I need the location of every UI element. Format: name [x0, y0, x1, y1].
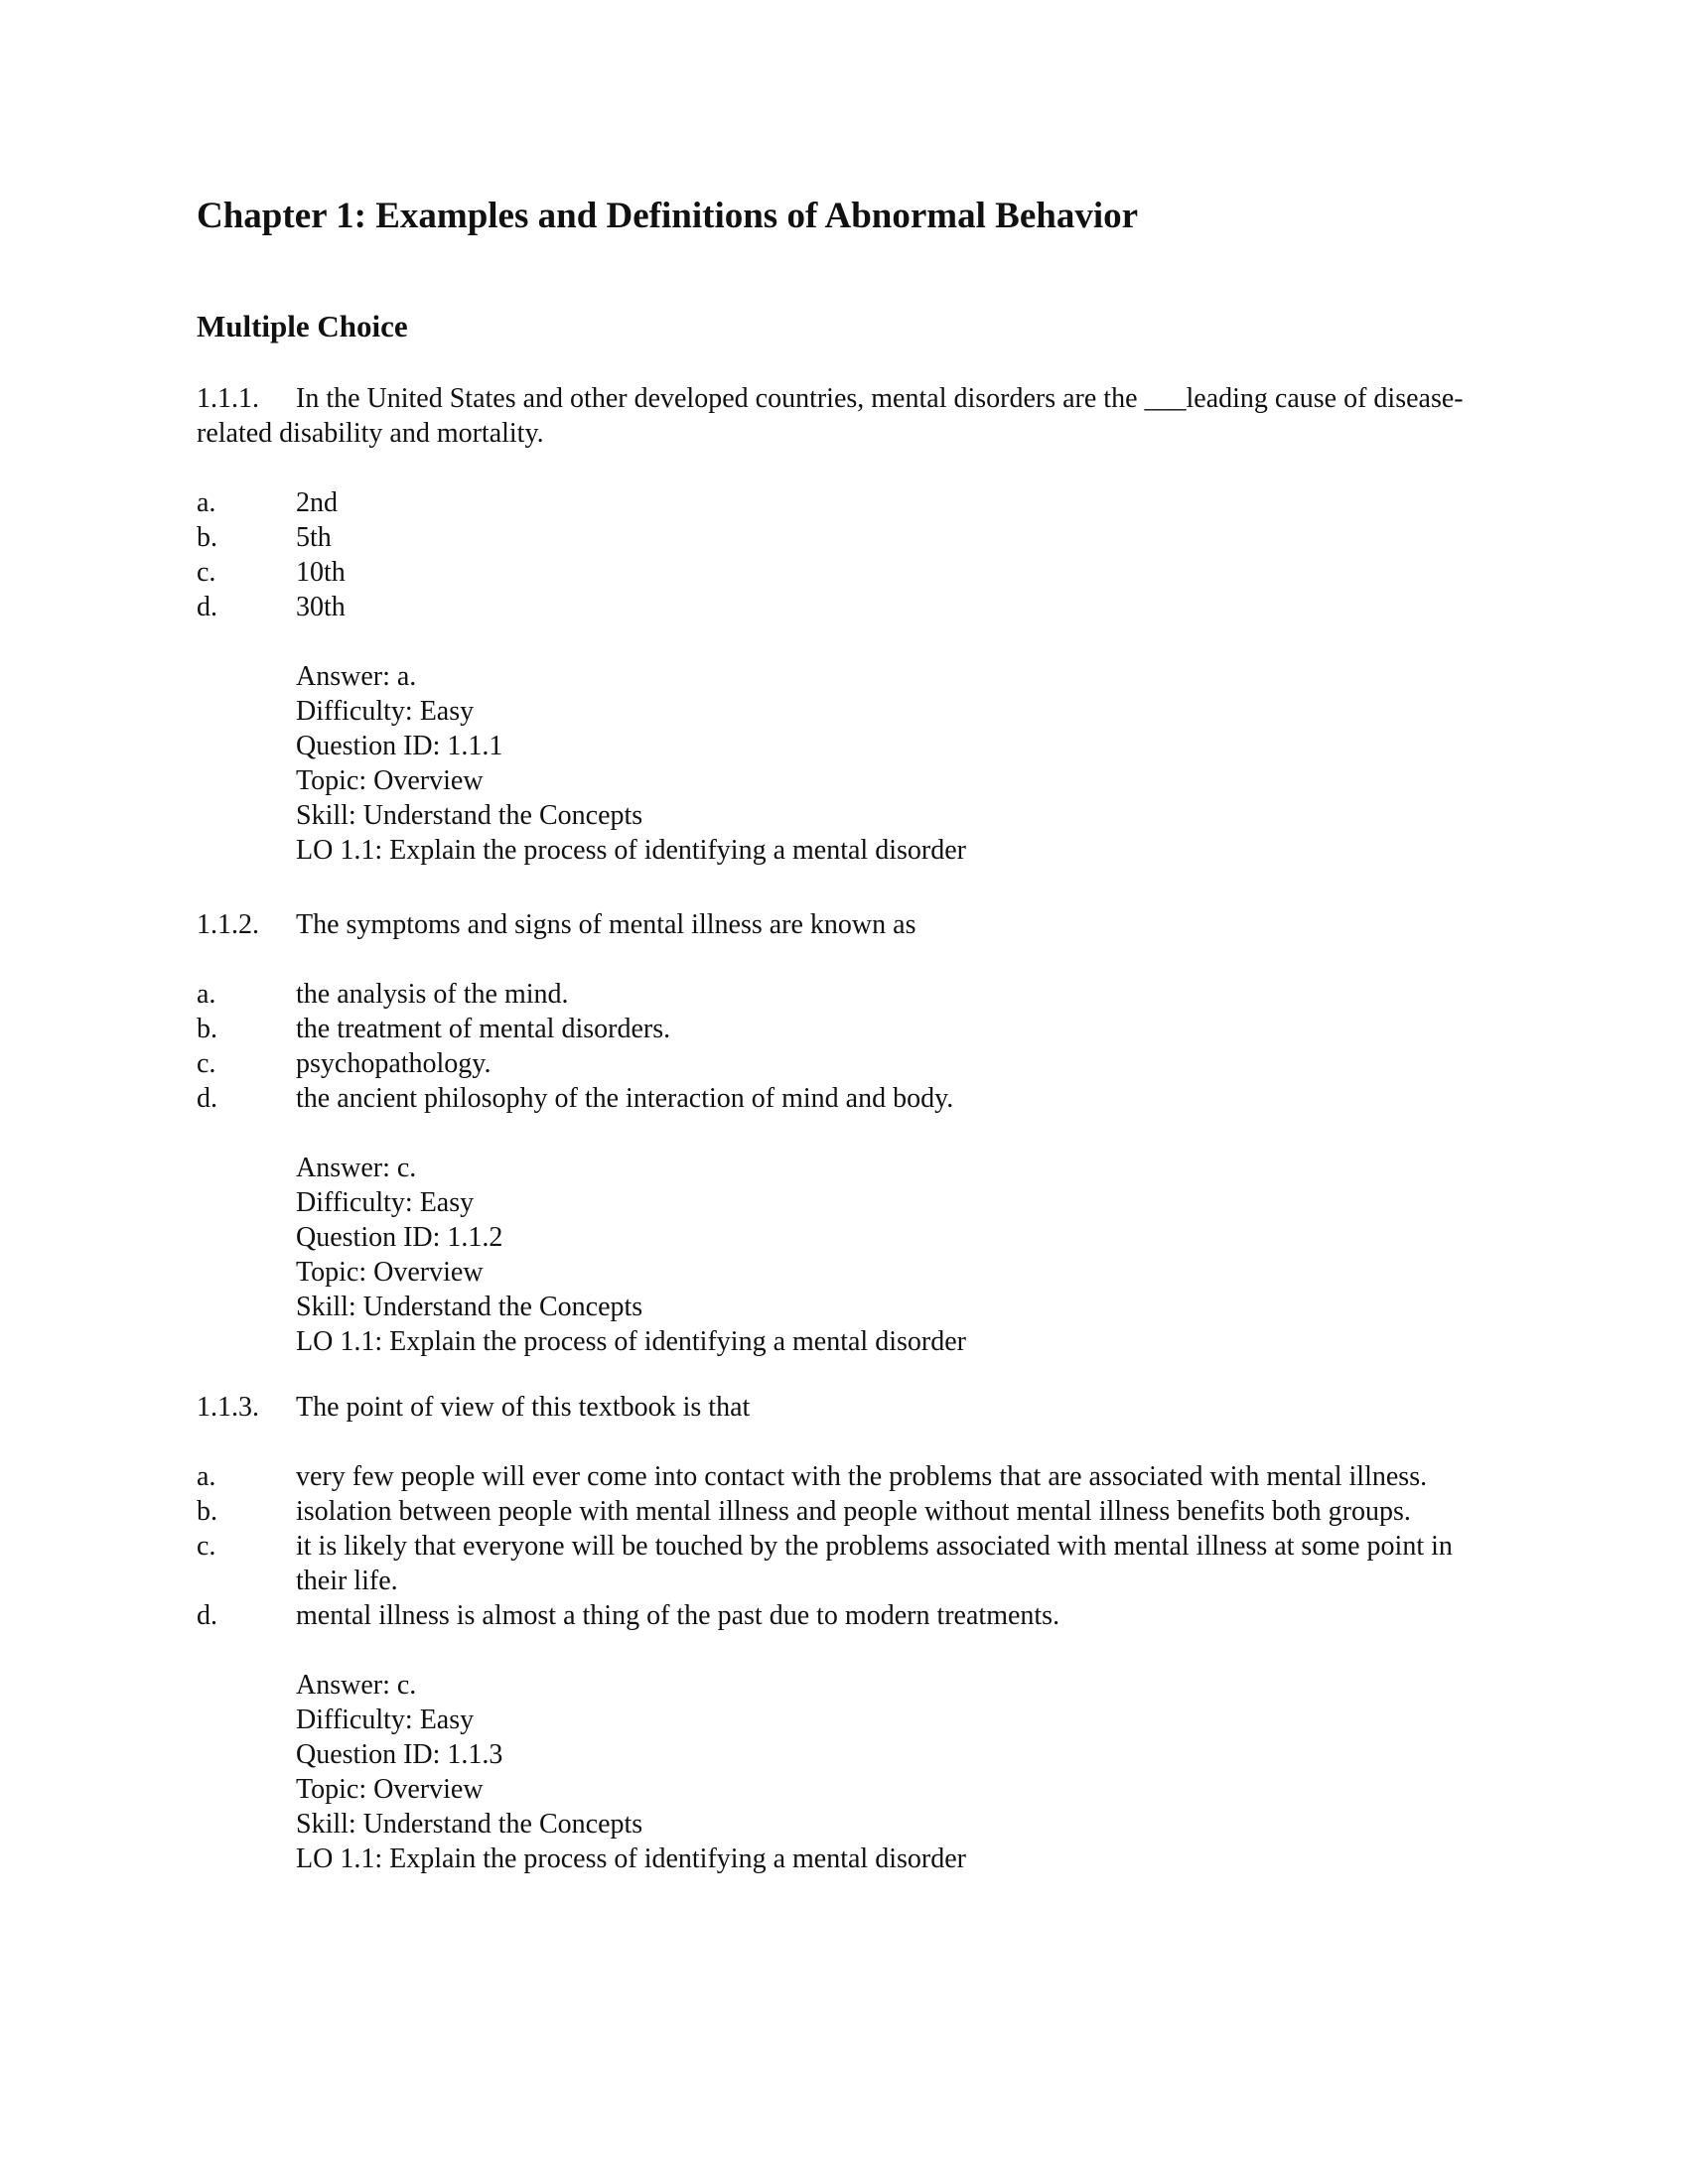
- option-a: [197, 977, 1497, 1012]
- option-d: [197, 590, 1497, 624]
- option-text: it is likely that everyone will be touched by the problems associated with mental illness at some point in their life.: [296, 1531, 1453, 1596]
- option-c: [197, 1046, 1497, 1081]
- difficulty: Difficulty: Easy: [296, 1187, 475, 1218]
- chapter-title: Chapter 1: Examples and Definitions of Abnormal Behavior: [197, 196, 1139, 236]
- skill: Skill: Understand the Concepts: [296, 800, 643, 831]
- question-1-1-2: [197, 907, 1497, 1359]
- option-text: 2nd: [296, 487, 338, 518]
- question-number: 1.1.1.: [197, 383, 259, 414]
- option-letter: a.: [197, 487, 216, 518]
- answer: Answer: c.: [296, 1670, 417, 1701]
- option-text: the ancient philosophy of the interaction of mind and body.: [296, 1083, 954, 1114]
- option-letter: c.: [197, 1048, 216, 1079]
- question-text: The point of view of this textbook is that: [296, 1392, 751, 1423]
- question-stem: [197, 381, 1497, 451]
- question-stem: [197, 1390, 1497, 1425]
- learning-objective: LO 1.1: Explain the process of identifying a mental disorder: [296, 1843, 966, 1874]
- topic: Topic: Overview: [296, 765, 484, 796]
- option-letter: d.: [197, 592, 217, 622]
- question-1-1-3: [197, 1390, 1497, 1876]
- skill: Skill: Understand the Concepts: [296, 1809, 643, 1840]
- option-letter: b.: [197, 1014, 217, 1044]
- question-1-1-1: [197, 381, 1497, 868]
- option-letter: d.: [197, 1600, 217, 1631]
- option-text: 5th: [296, 522, 332, 553]
- learning-objective: LO 1.1: Explain the process of identifying a mental disorder: [296, 835, 966, 866]
- option-c: [197, 555, 1497, 590]
- question-number: 1.1.2.: [197, 909, 259, 940]
- option-a: [197, 485, 1497, 520]
- answer-metadata: [296, 1151, 1497, 1359]
- question-id: Question ID: 1.1.1: [296, 731, 503, 761]
- option-letter: c.: [197, 557, 216, 588]
- option-letter: a.: [197, 979, 216, 1010]
- question-id: Question ID: 1.1.3: [296, 1739, 503, 1770]
- option-letter: c.: [197, 1531, 216, 1562]
- topic: Topic: Overview: [296, 1257, 484, 1288]
- answer-metadata: [296, 659, 1497, 868]
- option-letter: b.: [197, 1496, 217, 1527]
- skill: Skill: Understand the Concepts: [296, 1292, 643, 1322]
- option-d: [197, 1081, 1497, 1116]
- option-text: the analysis of the mind.: [296, 979, 569, 1010]
- option-text: isolation between people with mental illness and people without mental illness benefits both groups.: [296, 1496, 1411, 1527]
- difficulty: Difficulty: Easy: [296, 696, 475, 727]
- answer-options: [197, 977, 1497, 1116]
- option-text: the treatment of mental disorders.: [296, 1014, 671, 1044]
- section-heading: Multiple Choice: [197, 309, 408, 343]
- option-d: [197, 1598, 1497, 1633]
- answer: Answer: c.: [296, 1153, 417, 1183]
- question-text: In the United States and other developed countries, mental disorders are the ___leading cause of disease-related disability and mortality.: [197, 383, 1464, 449]
- answer-options: [197, 485, 1497, 624]
- option-text: mental illness is almost a thing of the past due to modern treatments.: [296, 1600, 1060, 1631]
- option-b: [197, 520, 1497, 555]
- option-text: very few people will ever come into contact with the problems that are associated with mental illness.: [296, 1461, 1428, 1492]
- topic: Topic: Overview: [296, 1774, 484, 1805]
- answer: Answer: a.: [296, 661, 417, 692]
- learning-objective: LO 1.1: Explain the process of identifying a mental disorder: [296, 1326, 966, 1357]
- question-id: Question ID: 1.1.2: [296, 1222, 503, 1253]
- option-text: 30th: [296, 592, 346, 622]
- option-c: [197, 1529, 1497, 1598]
- question-text: The symptoms and signs of mental illness are known as: [296, 909, 916, 940]
- difficulty: Difficulty: Easy: [296, 1705, 475, 1735]
- option-text: 10th: [296, 557, 346, 588]
- answer-metadata: [296, 1668, 1497, 1876]
- option-letter: a.: [197, 1461, 216, 1492]
- option-text: psychopathology.: [296, 1048, 492, 1079]
- answer-options: [197, 1459, 1497, 1633]
- option-letter: d.: [197, 1083, 217, 1114]
- question-stem: [197, 907, 1497, 942]
- option-letter: b.: [197, 522, 217, 553]
- option-b: [197, 1494, 1497, 1529]
- question-number: 1.1.3.: [197, 1392, 259, 1423]
- option-a: [197, 1459, 1497, 1494]
- option-b: [197, 1012, 1497, 1046]
